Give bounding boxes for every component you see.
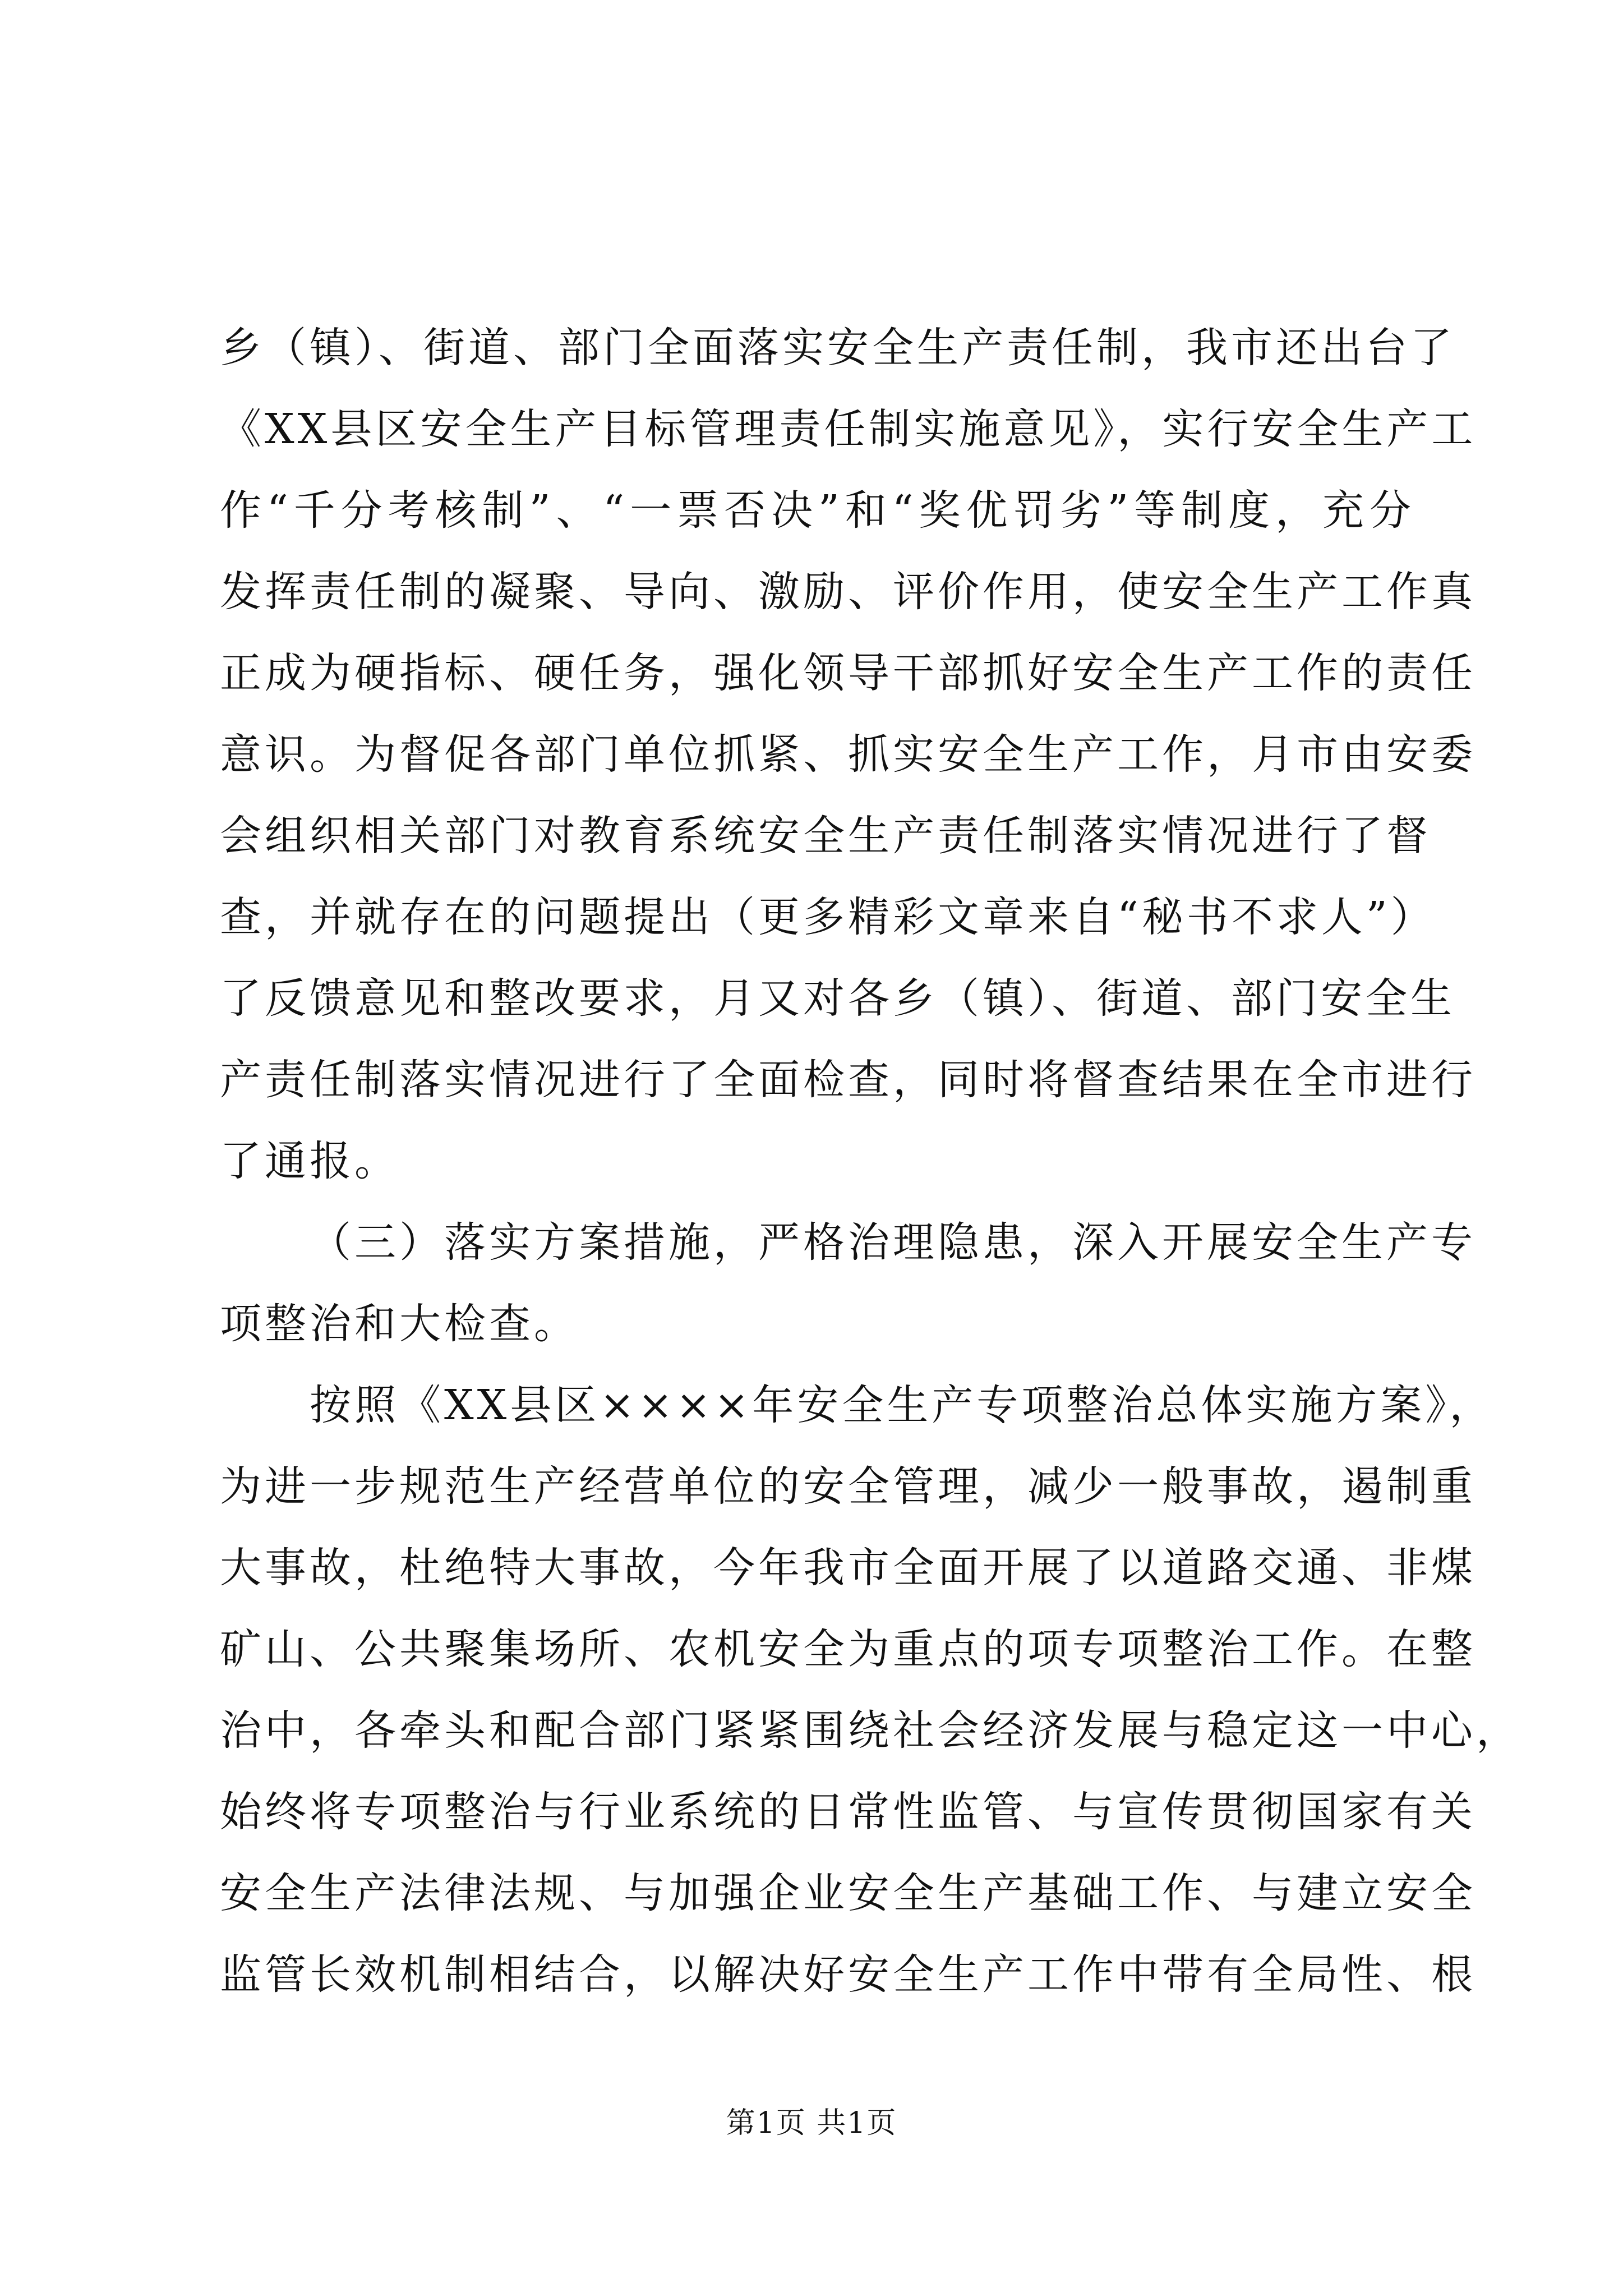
text-line: 乡（镇）、街道、部门全面落实安全生产责任制，我市还出台了 [220, 324, 1455, 372]
section-heading-line: （三）落实方案措施，严格治理隐患，深入开展安全生产专 [310, 1218, 1476, 1267]
text-line: 《XX县区安全生产目标管理责任制实施意见》，实行安全生产工 [220, 405, 1477, 453]
text-line: 监管长效机制相结合，以解决好安全生产工作中带有全局性、根 [220, 1950, 1476, 1999]
text-line: 了反馈意见和整改要求，月又对各乡（镇）、街道、部门安全生 [220, 974, 1455, 1023]
text-line: 产责任制落实情况进行了全面检查，同时将督查结果在全市进行 [220, 1056, 1476, 1104]
text-line: 正成为硬指标、硬任务，强化领导干部抓好安全生产工作的责任 [220, 649, 1476, 697]
text-line: 始终将专项整治与行业系统的日常性监管、与宣传贯彻国家有关 [220, 1788, 1476, 1836]
text-line: 矿山、公共聚集场所、农机安全为重点的项专项整治工作。在整 [220, 1625, 1476, 1673]
document-body [220, 307, 1521, 2016]
page-number-footer: 第1页 共1页 [726, 2106, 897, 2140]
text-line: 会组织相关部门对教育系统安全生产责任制落实情况进行了督 [220, 812, 1431, 860]
text-line: 查，并就存在的问题提出（更多精彩文章来自“秘书不求人”） [220, 893, 1436, 941]
text-line: 了通报。 [220, 1137, 399, 1185]
text-line: 治中，各牵头和配合部门紧紧围绕社会经济发展与稳定这一中心， [220, 1706, 1521, 1755]
text-line: 意识。为督促各部门单位抓紧、抓实安全生产工作，月市由安委 [220, 730, 1476, 779]
text-line: 发挥责任制的凝聚、导向、激励、评价作用，使安全生产工作真 [220, 568, 1476, 616]
text-line: 为进一步规范生产经营单位的安全管理，减少一般事故，遏制重 [220, 1462, 1476, 1511]
section-heading-line: 项整治和大检查。 [220, 1300, 579, 1348]
text-line: 作“千分考核制”、“一票否决”和“奖优罚劣”等制度，充分 [220, 486, 1414, 535]
text-line: 大事故，杜绝特大事故，今年我市全面开展了以道路交通、非煤 [220, 1544, 1476, 1592]
text-line: 安全生产法律法规、与加强企业安全生产基础工作、与建立安全 [220, 1869, 1476, 1917]
text-line: 按照《XX县区××××年安全生产专项整治总体实施方案》， [310, 1381, 1495, 1429]
